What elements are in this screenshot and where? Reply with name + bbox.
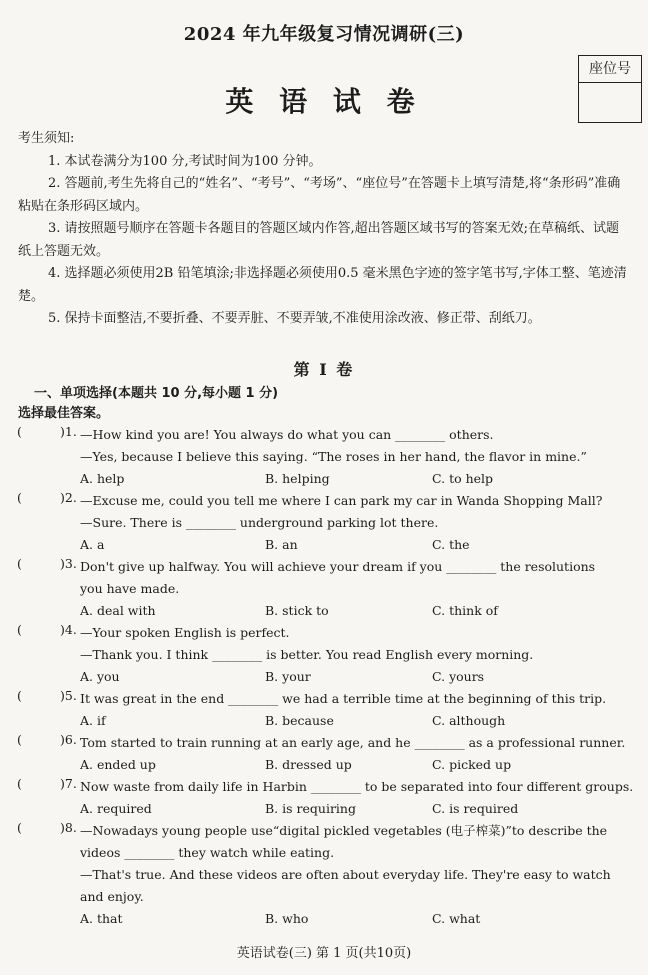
question-line: —Yes, because I believe this saying. “The roses in her hand, the flavor in mine.” [80,449,587,464]
notice-item: 1. 本试卷满分为100 分,考试时间为100 分钟。 [48,153,322,169]
option-c: C. is required [432,801,519,816]
notice-item: 2. 答题前,考生先将自己的“姓名”、“考号”、“考场”、“座位号”在答题卡上填写清楚,将“条形码”准确粘贴在条形码区域内。 [18,176,621,214]
option-a: A. if [80,713,106,728]
instruction: 选择最佳答案。 [18,406,110,421]
option-b: B. your [265,669,311,684]
option-c: C. although [432,713,506,728]
question-item [0,424,648,490]
question-line: Don't give up halfway. You will achieve your dream if you ________ the resolutions you have made. [80,559,596,596]
question-number: )3. [60,556,77,571]
notice-heading: 考生须知: [18,131,75,146]
question-line: —Nowadays young people use“digital pickled vegetables (电子榨菜)”to describe the videos ________ they watch while eating. [80,823,608,860]
question-line: Tom started to train running at an early age, and he ________ as a professional runner. [80,735,626,750]
options-row [80,534,648,556]
notice-item: 4. 选择题必须使用2B 铅笔填涂;非选择题必须使用0.5 毫米黑色字迹的签字笔书写,字体工整、笔迹清楚。 [18,266,627,304]
option-a: A. you [80,669,120,684]
question-item [0,776,648,820]
question-line: —Thank you. I think ________ is better. You read English every morning. [80,647,534,662]
question-line: Now waste from daily life in Harbin ________ to be separated into four different groups. [80,779,634,794]
section-title: 第 Ⅰ 卷 [293,360,355,379]
question-number: )7. [60,776,77,791]
options-row [80,600,648,622]
question-number: )2. [60,490,77,505]
candidate-notice [18,128,632,331]
option-b: B. an [265,537,298,552]
option-a: A. deal with [80,603,156,618]
notice-item: 3. 请按照题号顺序在答题卡各题目的答题区域内作答,超出答题区域书写的答案无效;在草稿纸、试题纸上答题无效。 [18,221,620,259]
option-c: C. yours [432,669,485,684]
answer-paren[interactable]: ( [17,776,22,791]
question-item [0,622,648,688]
answer-paren[interactable]: ( [17,556,22,571]
options-row [80,798,648,820]
option-a: A. that [80,911,123,926]
question-number: )4. [60,622,77,637]
option-b: B. stick to [265,603,329,618]
question-item [0,490,648,556]
option-c: C. to help [432,471,494,486]
options-row [80,908,648,930]
answer-paren[interactable]: ( [17,688,22,703]
question-number: )8. [60,820,77,835]
answer-paren[interactable]: ( [17,732,22,747]
question-line: It was great in the end ________ we had a terrible time at the beginning of this trip. [80,691,607,706]
question-item [0,688,648,732]
question-line: —Excuse me, could you tell me where I can park my car in Wanda Shopping Mall? [80,493,603,508]
question-list [0,424,648,930]
options-row [80,468,648,490]
page-footer: 英语试卷(三) 第 1 页(共10页) [236,946,412,961]
option-b: B. because [265,713,334,728]
option-c: C. the [432,537,470,552]
notice-item: 5. 保持卡面整洁,不要折叠、不要弄脏、不要弄皱,不准使用涂改液、修正带、刮纸刀。 [48,311,541,326]
question-number: )1. [60,424,77,439]
question-number: )6. [60,732,77,747]
question-line: —Sure. There is ________ underground parking lot there. [80,515,439,530]
option-a: A. ended up [80,757,156,772]
options-row [80,754,648,776]
options-row [80,666,648,688]
option-c: C. think of [432,603,498,618]
subject-title: 英 语 试 卷 [225,85,423,118]
option-c: C. what [432,911,481,926]
options-row [80,710,648,732]
option-b: B. who [265,911,309,926]
question-number: )5. [60,688,77,703]
answer-paren[interactable]: ( [17,490,22,505]
question-line: —Your spoken English is perfect. [80,625,290,640]
answer-paren[interactable]: ( [17,820,22,835]
question-line: —That's true. And these videos are often about everyday life. They're easy to watch and enjoy. [80,867,611,904]
answer-paren[interactable]: ( [17,424,22,439]
option-b: B. dressed up [265,757,352,772]
option-a: A. a [80,537,105,552]
option-a: A. required [80,801,152,816]
exam-title: 2024 年九年级复习情况调研(三) [183,24,465,45]
option-a: A. help [80,471,125,486]
option-b: B. helping [265,471,330,486]
answer-paren[interactable]: ( [17,622,22,637]
question-item [0,556,648,622]
seat-number-label: 座位号 [579,56,641,83]
question-item [0,732,648,776]
option-b: B. is requiring [265,801,356,816]
option-c: C. picked up [432,757,512,772]
question-item [0,820,648,930]
question-line: —How kind you are! You always do what you can ________ others. [80,427,494,442]
part-title: 一、单项选择(本题共 10 分,每小题 1 分) [34,386,279,401]
